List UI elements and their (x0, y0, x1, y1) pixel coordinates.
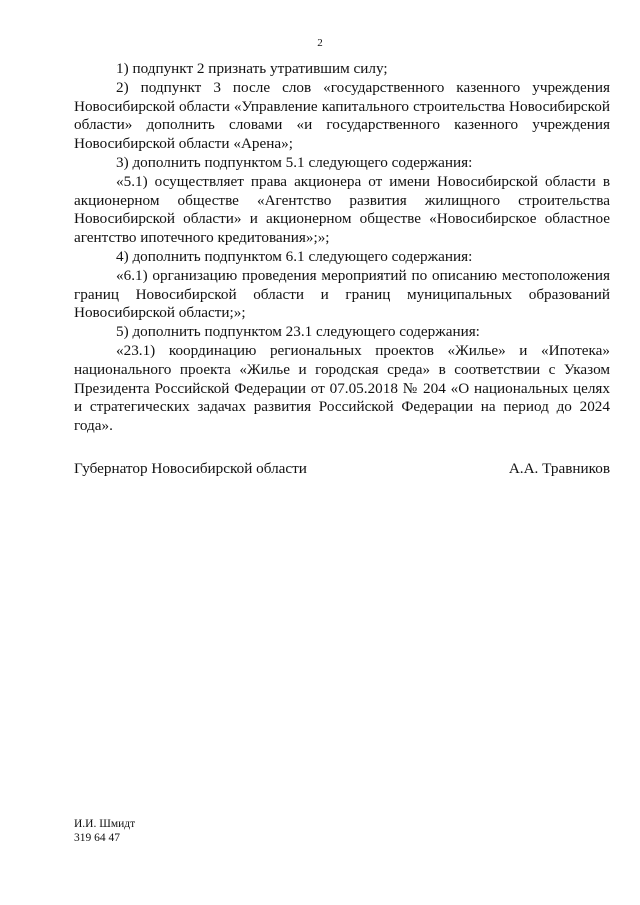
paragraph-text-23-1: «23.1) координацию региональных проектов «Жилье» и «Ипотека» национального проекта «Жилье и городская среда» в соответствии с Указом Президента Российской Федерации от 07.05.2018 № 204 «О национальных целях и стратегических задачах развития Российской Федерации на период до 2024 года». (74, 341, 610, 435)
executor-name: И.И. Шмидт (74, 818, 136, 830)
signatory-position: Губернатор Новосибирской области (74, 460, 307, 477)
page-number: 2 (317, 37, 323, 49)
paragraph-subitem-2: 1) подпункт 2 признать утратившим силу; (116, 60, 388, 77)
paragraph-add-23-1: 5) дополнить подпунктом 23.1 следующего содержания: (116, 323, 480, 341)
paragraph-text-5-1: «5.1) осуществляет права акционера от имени Новосибирской области в акционерном обществе «Агентство развития жилищного строительства Новосибирской области» и акционерном обществе «Новосибирское областное агентство ипотечного кредитования»;»; (74, 172, 610, 247)
document-body (74, 60, 610, 436)
paragraph-add-5-1: 3) дополнить подпунктом 5.1 следующего содержания: (116, 153, 473, 171)
executor-phone: 319 64 47 (74, 831, 120, 844)
executor-block (74, 818, 135, 845)
signatory-name: А.А. Травников (508, 460, 610, 477)
paragraph-subitem-3: 2) подпункт 3 после слов «государственного казенного учреждения Новосибирской области «Управление капитального строительства Новосибирской области» дополнить словами «и государственного казенного учреждения Новосибирской области «Арена»; (74, 78, 610, 153)
paragraph-text-6-1: «6.1) организацию проведения мероприятий по описанию местоположения границ Новосибирской области и границ муниципальных образований Новосибирской области;»; (74, 266, 610, 322)
signature-block (74, 459, 610, 478)
paragraph-add-6-1: 4) дополнить подпунктом 6.1 следующего содержания: (116, 247, 473, 265)
